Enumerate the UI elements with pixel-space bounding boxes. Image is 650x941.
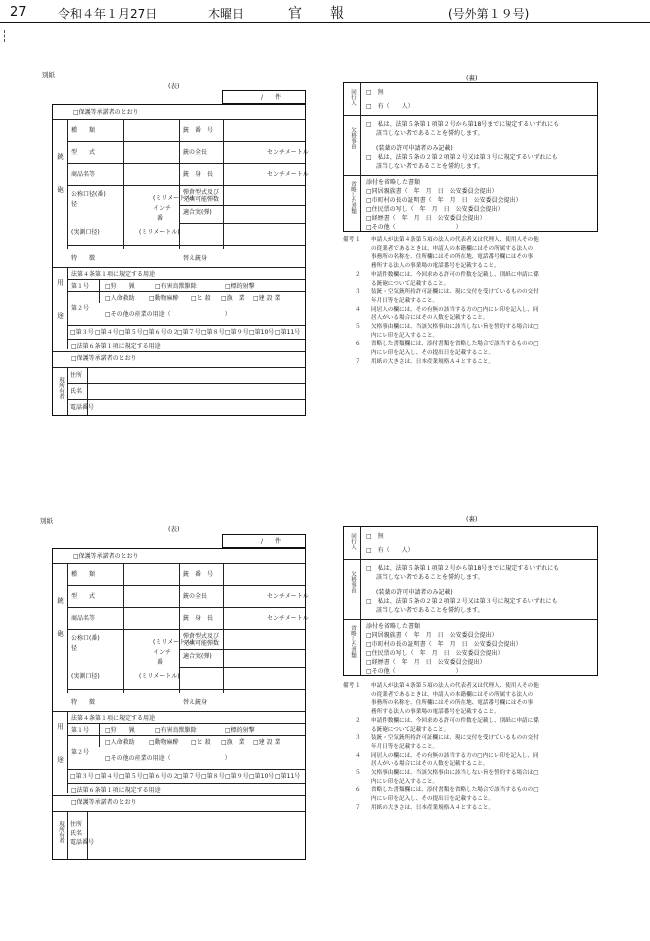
row-actual-caliber: (実測口径) — [71, 673, 100, 680]
unit-inch: インチ — [153, 649, 172, 656]
row-caliber-line1: 公称口(番) — [71, 635, 100, 642]
note-line: ３ 装銃・空気銃所持許可証欄には、現に交付を受けているものの交付 — [355, 735, 539, 742]
omitted-doc-3[interactable]: □住民票の写し（ 年 月 日 公安委員会提出） — [366, 650, 504, 657]
owner-notice[interactable]: □保護等承諾者のとおり — [71, 355, 137, 362]
unit-mm-2: (ミリメートル) — [139, 673, 180, 680]
use-no-6-2[interactable]: □第６号の２ — [143, 773, 179, 780]
omitted-doc-5[interactable]: □その他（ ） — [366, 224, 462, 231]
row-product-name: 商品名等 — [71, 171, 96, 178]
annex-label: 別紙 — [42, 71, 55, 79]
disqual-1b: 該当しない者であることを誓約します。 — [376, 130, 484, 137]
note-line: ２ 申請件数欄には、今回求める許可の件数を記載し、別紙に申請に係 — [355, 271, 539, 278]
unit-ban: 番 — [157, 215, 164, 222]
use-fishery[interactable]: □漁 業 — [221, 739, 245, 746]
note-line: ４ 同居人の欄には、その有無の該当する方の□内にレ印を記入し、同 — [355, 752, 539, 759]
row-model: 型 式 — [71, 149, 96, 156]
use-no-3[interactable]: □第３号 — [70, 773, 94, 780]
omitted-doc-2[interactable]: □市町村の長の証明書（ 年 月 日 公安委員会提出） — [366, 641, 522, 648]
use-no-4[interactable]: □第４号 — [95, 773, 119, 780]
note-line: 年月日等を記載すること。 — [371, 743, 439, 750]
note-line: ３ 装銃・空気銃所持許可証欄には、現に交付を受けているものの交付 — [355, 289, 539, 296]
companion-label: 同行人 — [350, 89, 356, 106]
use-item-2-label: 第２号 — [71, 749, 90, 756]
use-no-4[interactable]: □第４号 — [95, 329, 119, 336]
row-total-length: 銃の全長 — [183, 149, 208, 156]
use-no-11[interactable]: □第11号 — [275, 773, 301, 780]
note-line: 内にレ印を記入し、その提出日を記載すること。 — [371, 350, 495, 357]
use-no-10[interactable]: □第10号 — [249, 329, 275, 336]
use-article-6[interactable]: □法第６条第１項に規定する用途 — [71, 787, 161, 794]
use-hunting[interactable]: □狩 猟 — [105, 727, 135, 734]
use-no-5[interactable]: □第５号 — [119, 329, 143, 336]
note-line: ４ 同居人の欄には、その有無の該当する方の□内にレ印を記入し、同 — [355, 306, 539, 313]
disqual-1[interactable]: □ 私は、法第５条第１項第２号から第18号までに規定するいずれにも — [366, 121, 560, 128]
notes-label: 備考 — [343, 683, 355, 689]
row-barrel-length: 銃 身 長 — [183, 171, 214, 178]
case-number: / 件 — [261, 94, 282, 101]
use-no-5[interactable]: □第５号 — [119, 773, 143, 780]
use-pest-control[interactable]: □有害鳥獣駆除 — [155, 283, 197, 290]
owner-section-label: 現所有者 — [58, 821, 64, 843]
use-no-3[interactable]: □第３号 — [70, 329, 94, 336]
owner-address: 住所 — [70, 821, 83, 828]
row-product-name: 商品名等 — [71, 615, 96, 622]
use-no-9[interactable]: □第９号 — [225, 773, 249, 780]
note-line: 務所する法人の事業場の電話番号を記載すること。 — [371, 263, 500, 270]
use-construction[interactable]: □建 設 業 — [253, 739, 281, 746]
row-caliber-line2: 径 — [71, 645, 78, 652]
use-other-industry[interactable]: □その他の産業の用途（ ） — [105, 755, 231, 762]
omitted-doc-1[interactable]: □同居親族書（ 年 月 日 公安委員会提出） — [366, 632, 498, 639]
gun-form-back — [343, 82, 598, 232]
use-anesthesia[interactable]: □動物麻酔 — [149, 295, 179, 302]
omitted-docs-head: 添付を省略した書類 — [366, 623, 421, 630]
row-spare-barrel: 替え銃身 — [183, 699, 208, 706]
front-label: (表) — [168, 525, 180, 533]
unit-mm-1: (ミリメートル) — [153, 639, 194, 646]
note-line: 居人がいる場合にはその人数を記載すること。 — [371, 761, 489, 768]
back-label: (裏) — [466, 74, 478, 82]
companion-none[interactable]: □ 無 — [366, 533, 384, 540]
omitted-doc-2[interactable]: □市町村の長の証明書（ 年 月 日 公安委員会提出） — [366, 197, 522, 204]
use-other-industry[interactable]: □その他の産業の用途（ ） — [105, 311, 231, 318]
note-line: 内にレ印を記入すること。 — [371, 332, 439, 339]
note-line: の従業者であるときは、申請人の本籍欄にはその所属する法人の — [371, 245, 534, 252]
disqualification-label: 欠格事由 — [350, 571, 356, 593]
omitted-doc-3[interactable]: □住民票の写し（ 年 月 日 公安委員会提出） — [366, 206, 504, 213]
disqual-2b: 該当しない者であることを誓約します。 — [376, 607, 484, 614]
unit-inch: インチ — [153, 205, 172, 212]
owner-phone: 電話番号 — [70, 839, 95, 846]
header-rule — [0, 22, 650, 23]
row-caliber-line1: 公称口径(番) — [71, 191, 106, 198]
note-line: ６ 省略した書類欄には、添付書類を省略した場合で該当するものの□ — [355, 787, 539, 794]
case-number-box — [222, 534, 306, 548]
note-line: ５ 欠格事由欄には、当該欠格事由に該当しない旨を誓約する場合は□ — [355, 324, 539, 331]
gun-form-back — [343, 526, 598, 676]
row-magazine: 弾倉型式及び充填可能弾数 — [183, 189, 220, 203]
row-type: 種 類 — [71, 127, 96, 134]
omitted-docs-head: 添付を省略した書類 — [366, 179, 421, 186]
row-spare-barrel: 替え銃身 — [183, 255, 208, 262]
unit-cm-2: センチメートル — [267, 615, 309, 622]
note-line: 内にレ印を記入すること。 — [371, 778, 439, 785]
note-line: 事務所の名称を、住所欄にはその所在地、電話番号欄にはその事 — [371, 700, 534, 707]
front-label: (表) — [168, 82, 180, 90]
case-number: / 件 — [261, 538, 282, 545]
unit-ban: 番 — [157, 659, 164, 666]
row-model: 型 式 — [71, 593, 96, 600]
note-line: る銃砲について記載すること。 — [371, 280, 450, 287]
note-line: 年月日等を記載すること。 — [371, 297, 439, 304]
protection-notice: □保護等承諾者のとおり — [73, 553, 139, 560]
companion-label: 同行人 — [350, 533, 356, 550]
note-line: １ 申請人が法第４条第５項の法人の代表者又は代理人、使用人その他 — [355, 237, 539, 243]
use-target-shooting[interactable]: □標的射撃 — [225, 283, 255, 290]
note-line: 内にレ印を記入し、その提出日を記載すること。 — [371, 796, 495, 803]
row-magazine: 弾倉型式及び充填可能弾数 — [183, 633, 220, 647]
use-article-6[interactable]: □法第６条第１項に規定する用途 — [71, 343, 161, 350]
row-features: 特 徴 — [71, 255, 96, 262]
use-no-9[interactable]: □第９号 — [225, 329, 249, 336]
use-target-shooting[interactable]: □標的射撃 — [225, 727, 255, 734]
owner-phone: 電話番号 — [70, 404, 95, 411]
note-line: の従業者であるときは、申請人の本籍欄にはその所属する法人の — [371, 691, 534, 698]
use-anesthesia[interactable]: □動物麻酔 — [149, 739, 179, 746]
use-no-7[interactable]: □第７号 — [177, 773, 201, 780]
use-slaughter[interactable]: □と 殺 — [191, 739, 211, 746]
use-construction[interactable]: □建 設 業 — [253, 295, 281, 302]
back-label: (裏) — [466, 515, 478, 523]
use-no-8[interactable]: □第８号 — [201, 773, 225, 780]
use-rescue[interactable]: □人命救助 — [105, 739, 135, 746]
page-number: 27 — [10, 5, 27, 20]
use-pest-control[interactable]: □有害鳥獣駆除 — [155, 727, 197, 734]
row-gun-number: 銃 番 号 — [183, 127, 214, 134]
note-line: ７ 用紙の大きさは、日本産業規格Ａ４とすること。 — [355, 358, 495, 365]
use-fishery[interactable]: □漁 業 — [221, 295, 245, 302]
row-type: 種 類 — [71, 571, 96, 578]
margin-mark — [4, 30, 5, 42]
owner-address: 住所 — [70, 372, 83, 379]
use-article: 法第４条第１項に規定する用途 — [71, 715, 156, 722]
note-line: 居人がいる場合にはその人数を記載すること。 — [371, 315, 489, 322]
omitted-doc-5[interactable]: □その他（ ） — [366, 668, 462, 675]
note-line: ７ 用紙の大きさは、日本産業規格Ａ４とすること。 — [355, 804, 495, 811]
note-line: 務所する法人の事業場の電話番号を記載すること。 — [371, 709, 500, 716]
companion-yes[interactable]: □ 有（ 人） — [366, 103, 414, 110]
issue-number: (号外第１９号) — [448, 7, 530, 21]
omitted-doc-4[interactable]: □経歴書（ 年 月 日 公安委員会提出） — [366, 215, 486, 222]
disqual-2b: 該当しない者であることを誓約します。 — [376, 163, 484, 170]
issue-date: 令和４年１月27日 — [58, 7, 158, 21]
disqual-1[interactable]: □ 私は、法第５条第１項第２号から第18号までに規定するいずれにも — [366, 565, 560, 572]
use-no-8[interactable]: □第８号 — [201, 329, 225, 336]
use-item-1-label: 第１号 — [71, 727, 90, 734]
row-caliber-line2: 径 — [71, 201, 78, 208]
row-actual-caliber: (実測口径) — [71, 229, 100, 236]
use-item-2-label: 第２号 — [71, 305, 90, 312]
gun-section-label: 銃 砲 — [56, 153, 64, 203]
omitted-doc-4[interactable]: □経歴書（ 年 月 日 公安委員会提出） — [366, 659, 486, 666]
disqual-2-head: (装薬の許可申請者のみ記載) — [376, 145, 453, 152]
use-no-6-2[interactable]: □第６号の２ — [143, 329, 179, 336]
use-no-11[interactable]: □第11号 — [275, 329, 301, 336]
notes-block — [343, 236, 613, 367]
unit-mm-2: (ミリメートル) — [139, 229, 180, 236]
annex-label: 別紙 — [40, 517, 53, 525]
use-section-label: 用 途 — [56, 723, 64, 773]
use-no-10[interactable]: □第10号 — [249, 773, 275, 780]
disqual-2-head: (装薬の許可申請者のみ記載) — [376, 589, 453, 596]
row-gun-number: 銃 番 号 — [183, 571, 214, 578]
companion-none[interactable]: □ 無 — [366, 89, 384, 96]
note-line: ２ 申請件数欄には、今回求める許可の件数を記載し、別紙に申請に係 — [355, 717, 539, 724]
page-header — [0, 0, 650, 24]
disqual-1b: 該当しない者であることを誓約します。 — [376, 574, 484, 581]
use-no-7[interactable]: □第７号 — [177, 329, 201, 336]
notes-block — [343, 682, 613, 813]
row-features: 特 徴 — [71, 699, 96, 706]
unit-cm-1: センチメートル — [267, 593, 309, 600]
gun-section-label: 銃 砲 — [56, 597, 64, 647]
note-line: 事務所の名称を、住所欄にはその所在地、電話番号欄にはその事 — [371, 254, 534, 261]
use-rescue[interactable]: □人命救助 — [105, 295, 135, 302]
note-line: ６ 省略した書類欄には、添付書類を省略した場合で該当するものの□ — [355, 341, 539, 348]
note-line: る銃砲について記載すること。 — [371, 726, 450, 733]
weekday: 木曜日 — [208, 7, 245, 21]
row-fit-type: 適合実(弾) — [183, 653, 212, 660]
disqualification-label: 欠格事由 — [350, 127, 356, 149]
protection-notice: □保護等承諾者のとおり — [73, 109, 139, 116]
unit-mm-1: (ミリメートル) — [153, 195, 194, 202]
row-total-length: 銃の全長 — [183, 593, 208, 600]
unit-cm-1: センチメートル — [267, 149, 309, 156]
gun-form-front — [52, 548, 309, 860]
disqual-2[interactable]: □ 私は、法第５条の２第２項第２号又は第３号に規定するいずれにも — [366, 154, 558, 161]
gun-form-front — [52, 104, 309, 416]
use-hunting[interactable]: □狩 猟 — [105, 283, 135, 290]
owner-notice[interactable]: □保護等承諾者のとおり — [71, 799, 137, 806]
note-line: １ 申請人が法第４条第５項の法人の代表者又は代理人、使用人その他 — [355, 683, 539, 689]
owner-section-label: 現所有者 — [58, 377, 64, 399]
use-section-label: 用 途 — [56, 279, 64, 329]
disqual-2[interactable]: □ 私は、法第５条の２第２項第２号又は第３号に規定するいずれにも — [366, 598, 558, 605]
notes-label: 備考 — [343, 237, 355, 243]
unit-cm-2: センチメートル — [267, 171, 309, 178]
case-number-box — [222, 90, 306, 104]
owner-name: 氏名 — [70, 830, 83, 837]
owner-name: 氏名 — [70, 388, 83, 395]
omitted-doc-1[interactable]: □同居親族書（ 年 月 日 公安委員会提出） — [366, 188, 498, 195]
row-fit-type: 適合実(弾) — [183, 209, 212, 216]
use-slaughter[interactable]: □と 殺 — [191, 295, 211, 302]
row-barrel-length: 銃 身 長 — [183, 615, 214, 622]
gazette-title: 官 報 — [288, 6, 344, 22]
companion-yes[interactable]: □ 有（ 人） — [366, 547, 414, 554]
omitted-docs-label: 省略した書類 — [350, 181, 356, 214]
note-line: ５ 欠格事由欄には、当該欠格事由に該当しない旨を誓約する場合は□ — [355, 770, 539, 777]
omitted-docs-label: 省略した書類 — [350, 625, 356, 658]
use-item-1-label: 第１号 — [71, 283, 90, 290]
use-article: 法第４条第１項に規定する用途 — [71, 271, 156, 278]
